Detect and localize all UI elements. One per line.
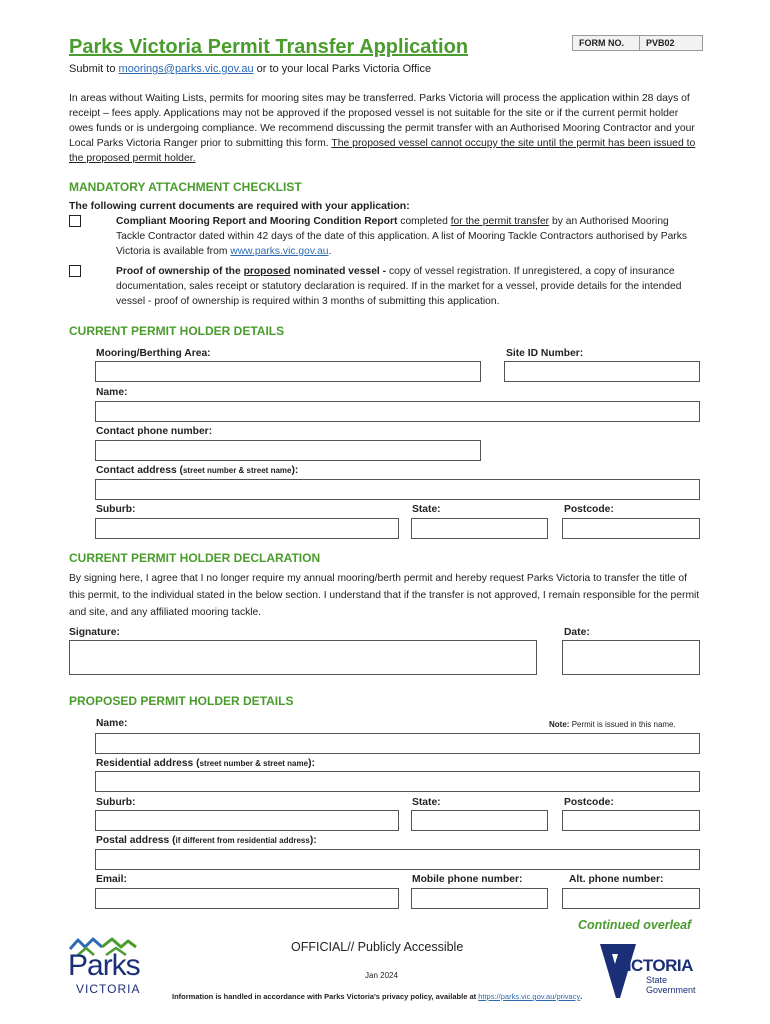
note-text: Permit is issued in this name. <box>571 720 676 729</box>
parks-link[interactable]: www.parks.vic.gov.au <box>230 246 329 257</box>
declaration-text: By signing here, I agree that I no longer require my annual mooring/berth permit and hereby request Parks Victoria to transfer the title of this permit, to the individual stated in the below section. I understand that if the transfer is not approved, I remain responsible for the permit and site, and any affiliated mooring tackle. <box>69 573 700 618</box>
proposed-postcode-label: Postcode: <box>564 797 614 808</box>
current-name-field[interactable] <box>95 401 700 422</box>
parks-victoria-logo <box>66 935 166 995</box>
residential-address-label <box>96 758 315 769</box>
alt-phone-field[interactable] <box>562 888 700 909</box>
checklist-subheading: The following current documents are required with your application: <box>69 200 410 212</box>
signature-field[interactable] <box>69 640 537 675</box>
email-link[interactable]: moorings@parks.vic.gov.au <box>118 63 254 75</box>
checkbox-mooring-report[interactable] <box>69 215 81 227</box>
postal-address-field[interactable] <box>95 849 700 870</box>
vic-gov-text: Government <box>646 985 696 995</box>
submit-line <box>69 63 431 75</box>
date-label: Date: <box>564 627 590 638</box>
proposed-holder-heading: PROPOSED PERMIT HOLDER DETAILS <box>69 694 294 708</box>
site-id-label: Site ID Number: <box>506 348 584 359</box>
current-suburb-label: Suburb: <box>96 504 136 515</box>
res-label-a: Residential address ( <box>96 758 200 769</box>
item2-bold-a: Proof of ownership of the <box>116 266 241 277</box>
mooring-area-field[interactable] <box>95 361 481 382</box>
address-label-a: Contact address ( <box>96 465 183 476</box>
current-phone-label: Contact phone number: <box>96 426 213 437</box>
victoria-government-logo <box>598 942 702 1000</box>
classification-label: OFFICIAL// Publicly Accessible <box>291 940 464 954</box>
alt-phone-label: Alt. phone number: <box>569 874 664 885</box>
form-number <box>572 35 703 51</box>
item1-bold: Compliant Mooring Report and Mooring Condition Report <box>116 216 398 227</box>
current-suburb-field[interactable] <box>95 518 399 539</box>
current-holder-heading: CURRENT PERMIT HOLDER DETAILS <box>69 324 285 338</box>
note-bold: Note: <box>549 720 570 729</box>
proposed-state-field[interactable] <box>411 810 548 831</box>
vic-logo-text: VICTORIA <box>616 956 693 975</box>
checklist-item-2 <box>116 264 700 309</box>
current-postcode-field[interactable] <box>562 518 700 539</box>
privacy-link[interactable]: https://parks.vic.gov.au/privacy <box>478 992 581 1001</box>
vic-state-text: State <box>646 975 668 985</box>
checklist-heading: MANDATORY ATTACHMENT CHECKLIST <box>69 180 302 194</box>
submit-prefix: Submit to <box>69 63 116 75</box>
current-phone-field[interactable] <box>95 440 481 461</box>
postal-label-a: Postal address ( <box>96 835 176 846</box>
address-label-end: ): <box>291 465 299 476</box>
current-address-field[interactable] <box>95 479 700 500</box>
form-date: Jan 2024 <box>365 971 398 980</box>
intro-underlined: The proposed vessel cannot occupy the site until the permit has been issued to the proposed permit holder. <box>69 138 696 164</box>
residential-address-field[interactable] <box>95 771 700 792</box>
page-title: Parks Victoria Permit Transfer Application <box>69 36 469 58</box>
form-no-value: PVB02 <box>646 38 675 48</box>
checklist-item-1: Compliant Mooring Report and Mooring Condition Report completed for the permit transfer by an Authorised Mooring Tackle Contractor dated within 42 days of the date of this application. A list of Mooring Tackle Contractors authorised by Parks Victoria is available from www.parks.vic.gov.au. <box>116 216 688 257</box>
mobile-field[interactable] <box>411 888 548 909</box>
intro-paragraph <box>69 91 699 166</box>
item1-mid: completed <box>400 216 448 227</box>
current-state-label: State: <box>412 504 441 515</box>
logo-parks-text: Parks <box>68 949 140 982</box>
proposed-suburb-field[interactable] <box>95 810 399 831</box>
item1-underlined: for the permit transfer <box>450 216 550 227</box>
current-name-label: Name: <box>96 387 128 398</box>
proposed-name-label: Name: <box>96 718 128 729</box>
item1-rest: by an Authorised Mooring Tackle Contractor dated within 42 days of the date of this application. A list of Mooring Tackle Contractors authorised by Parks Victoria is available from <box>116 216 688 257</box>
privacy-text: Information is handled in accordance with Parks Victoria's privacy policy, available at <box>172 992 477 1001</box>
site-id-field[interactable] <box>504 361 700 382</box>
signature-label: Signature: <box>69 627 120 638</box>
logo-victoria-text: VICTORIA <box>76 982 141 996</box>
proposed-suburb-label: Suburb: <box>96 797 136 808</box>
email-label: Email: <box>96 874 127 885</box>
res-label-small: street number & street name <box>199 759 309 768</box>
proposed-state-label: State: <box>412 797 441 808</box>
item2-bold-u: proposed <box>243 266 291 277</box>
address-label-small: street number & street name <box>182 466 292 475</box>
declaration-heading: CURRENT PERMIT HOLDER DECLARATION <box>69 551 321 565</box>
mobile-label: Mobile phone number: <box>412 874 523 885</box>
intro-text: In areas without Waiting Lists, permits for mooring sites may be transferred. Parks Victoria will process the application within 28 days of receipt – fees apply. Applications may not be approved if the proposed vessel is not suitable for the site or if the current permit holder owes funds or is undergoing compliance. We recommend discussing the permit transfer with an Authorised Mooring Contractor and your Local Parks Victoria Ranger prior to submitting this form. <box>69 93 695 149</box>
continued-overleaf: Continued overleaf <box>578 918 692 932</box>
current-state-field[interactable] <box>411 518 548 539</box>
proposed-name-field[interactable] <box>95 733 700 754</box>
current-postcode-label: Postcode: <box>564 504 614 515</box>
current-address-label <box>96 465 298 476</box>
postal-label-end: ): <box>309 835 317 846</box>
privacy-notice: Information is handled in accordance with Parks Victoria's privacy policy, available at https://parks.vic.gov.au/privacy. <box>172 992 583 1001</box>
item2-rest: copy of vessel registration. If unregistered, a copy of insurance documentation, sales receipt or statutory declaration is required. If in the market for a vessel, provide details for the intended vessel - proof of ownership is required within 3 months of submitting this application. <box>116 266 682 307</box>
postal-address-label <box>96 835 317 846</box>
postal-label-small: if different from residential address <box>175 836 310 845</box>
mooring-area-label: Mooring/Berthing Area: <box>96 348 211 359</box>
item2-bold-b: nominated vessel - <box>293 266 387 277</box>
submit-suffix: or to your local Parks Victoria Office <box>256 63 432 75</box>
res-label-end: ): <box>308 758 315 769</box>
date-field[interactable] <box>562 640 700 675</box>
proposed-postcode-field[interactable] <box>562 810 700 831</box>
name-note <box>549 720 676 729</box>
form-no-label: FORM NO. <box>573 36 640 50</box>
email-field[interactable] <box>95 888 399 909</box>
checkbox-proof-ownership[interactable] <box>69 265 81 277</box>
